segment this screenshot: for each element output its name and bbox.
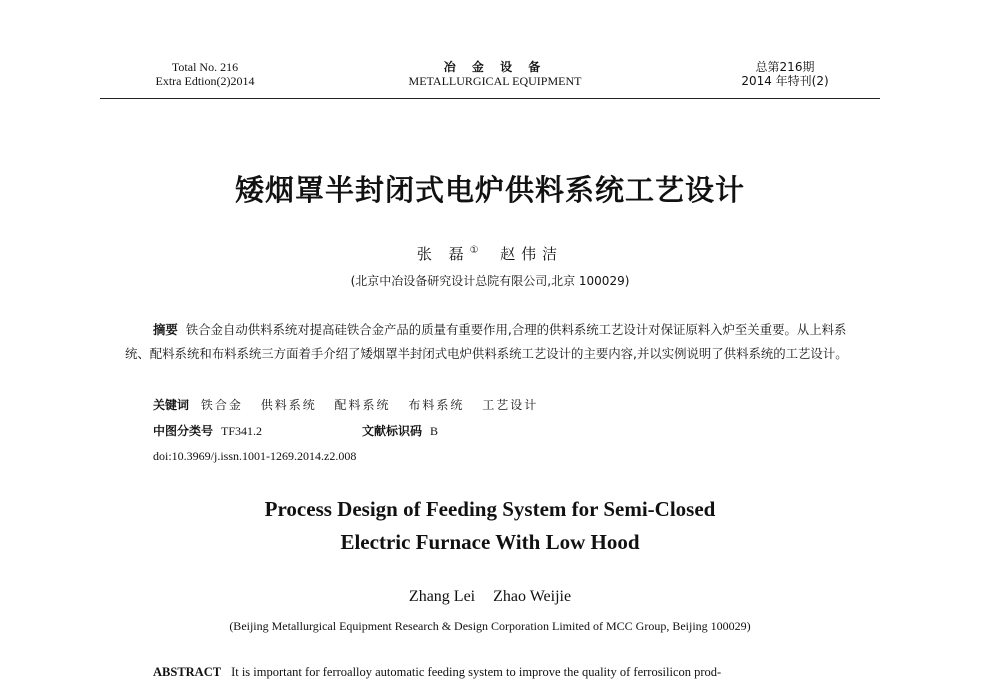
abstract-cn-label: 摘要 xyxy=(153,322,178,337)
doc-code-label: 文献标识码 xyxy=(362,424,423,438)
keyword-cn: 供料系统 xyxy=(260,398,317,412)
title-en-line-1: Process Design of Feeding System for Semi-Closed xyxy=(264,497,716,521)
keyword-cn: 布料系统 xyxy=(408,398,465,412)
header-total-number: Total No. 216 xyxy=(171,60,239,74)
affiliation-en: (Beijing Metallurgical Equipment Research & Design Corporation Limited of MCC Group, Beijing 100029) xyxy=(229,619,751,633)
abstract-cn xyxy=(125,318,855,366)
header-issue-info-en xyxy=(135,60,275,88)
header-total-issue-cn: 总第216期 xyxy=(755,60,815,74)
author-en-2: Zhao Weijie xyxy=(493,588,572,605)
header-issue-info-cn xyxy=(720,60,850,88)
author-footnote-mark: ① xyxy=(469,245,479,256)
classification-cn xyxy=(153,422,438,440)
abstract-cn-text: 铁合金自动供料系统对提高硅铁合金产品的质量有重要作用,合理的供料系统工艺设计对保证原料入炉至关重要。从上料系统、配料系统和布料系统三方面着手介绍了矮烟罩半封闭式电炉供料系统工艺设计的主要内容,并以实例说明了供料系统的工艺设计。 xyxy=(125,322,848,361)
keyword-cn: 工艺设计 xyxy=(482,398,539,412)
header-journal-name-cn: 冶 金 设 备 xyxy=(443,60,547,74)
affiliation-cn: (北京中冶设备研究设计总院有限公司,北京 100029) xyxy=(350,274,630,288)
abstract-en xyxy=(153,665,853,680)
keyword-cn: 铁合金 xyxy=(200,398,243,412)
doc-code-value: B xyxy=(430,424,439,438)
authors-en xyxy=(100,588,880,606)
header-journal-name-en: METALLURGICAL EQUIPMENT xyxy=(408,74,582,88)
keywords-cn-label: 关键词 xyxy=(153,398,190,412)
abstract-en-label: ABSTRACT xyxy=(153,665,222,679)
header-extra-edition: Extra Edtion(2)2014 xyxy=(155,74,255,88)
abstract-en-text: It is important for ferroalloy automatic feeding system to improve the quality of ferrosilicon prod- xyxy=(231,665,722,679)
authors-cn xyxy=(100,243,880,264)
author-cn-1: 张 磊 xyxy=(416,245,470,263)
clc-label: 中图分类号 xyxy=(153,424,214,438)
header-journal-name xyxy=(380,60,610,88)
title-cn: 矮烟罩半封闭式电炉供料系统工艺设计 xyxy=(234,173,745,207)
header-divider xyxy=(100,98,880,99)
keyword-cn: 配料系统 xyxy=(334,398,391,412)
author-cn-2: 赵伟洁 xyxy=(500,245,564,263)
title-en-line-2: Electric Furnace With Low Hood xyxy=(340,530,640,554)
doi: doi:10.3969/j.issn.1001-1269.2014.z2.008 xyxy=(153,449,357,463)
title-en xyxy=(100,493,880,559)
clc-value: TF341.2 xyxy=(221,424,263,438)
author-en-1: Zhang Lei xyxy=(408,588,476,605)
keywords-cn xyxy=(153,396,552,414)
header-special-issue-cn: 2014 年特刊(2) xyxy=(741,74,829,88)
